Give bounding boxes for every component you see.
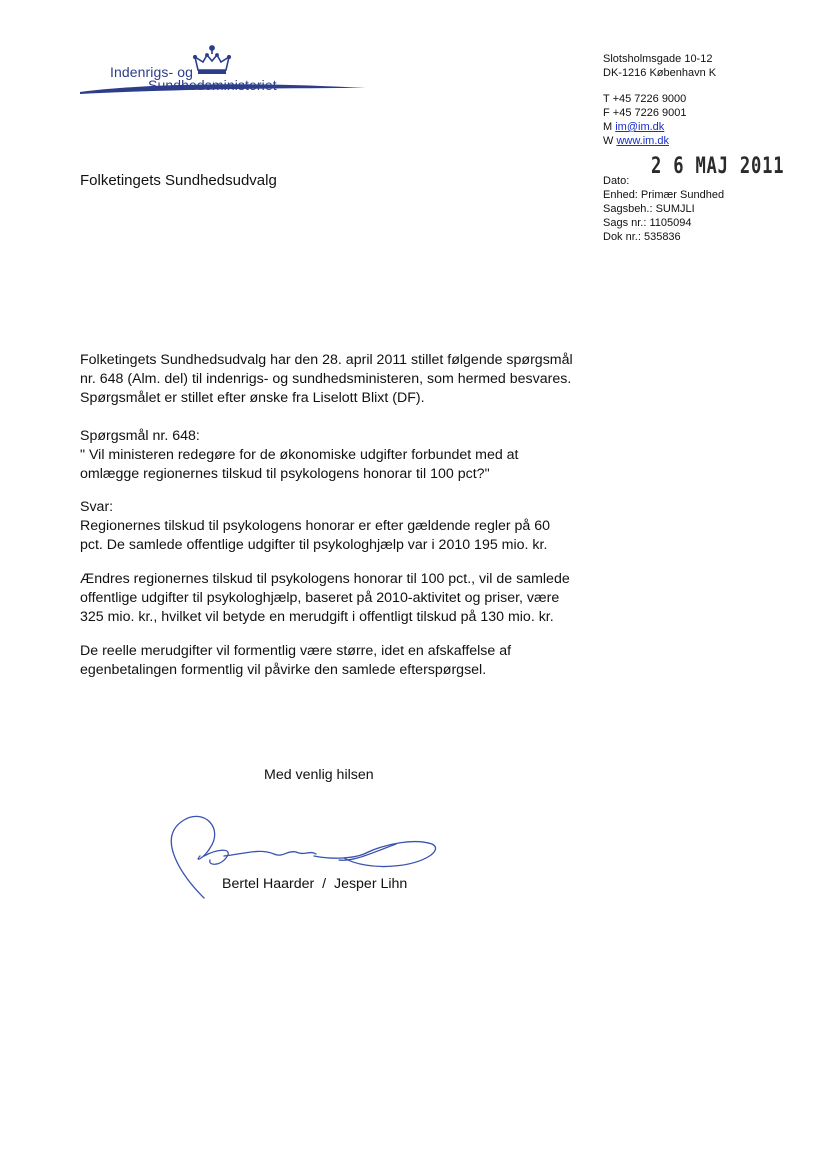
signer-names: Bertel Haarder / Jesper Lihn [222, 876, 408, 892]
answer-heading: Svar: [80, 499, 114, 515]
text-line: Ændres regionernes tilskud til psykologens honorar til 100 pct., vil de samlede [80, 571, 570, 587]
case-number: Sags nr.: 1105094 [603, 217, 692, 229]
caseworker: Sagsbeh.: SUMJLI [603, 203, 695, 215]
address-city: DK-1216 København K [603, 67, 717, 79]
recipient: Folketingets Sundhedsudvalg [80, 172, 277, 189]
web-prefix: W [603, 135, 614, 147]
text-line: " Vil ministeren redegøre for de økonomiske udgifter forbundet med at [80, 447, 519, 463]
email-link[interactable]: im@im.dk [615, 121, 665, 133]
document-number: Dok nr.: 535836 [603, 231, 681, 243]
signature-scribble [164, 808, 444, 908]
phone-number: T +45 7226 9000 [603, 93, 687, 105]
address-street: Slotsholmsgade 10-12 [603, 53, 713, 65]
answer-paragraph-2 [80, 570, 600, 627]
sender-contact [603, 92, 687, 148]
closing-greeting: Med venlig hilsen [264, 767, 374, 783]
text-line: omlægge regionernes tilskud til psykologens honorar til 100 pct?" [80, 466, 490, 482]
question-heading: Spørgsmål nr. 648: [80, 428, 200, 444]
reference-block [603, 154, 785, 244]
sender-address [603, 52, 716, 80]
date-stamp: 2 6 MAJ 2011 [651, 154, 785, 179]
text-line: Spørgsmålet er stillet efter ønske fra Liselott Blixt (DF). [80, 390, 425, 406]
text-line: offentlige udgifter til psykologhjælp, baseret på 2010-aktivitet og priser, være [80, 590, 560, 606]
answer-paragraph-3 [80, 642, 600, 680]
web-row [603, 134, 687, 148]
email-prefix: M [603, 121, 613, 133]
text-line: Folketingets Sundhedsudvalg har den 28. april 2011 stillet følgende spørgsmål [80, 352, 573, 368]
web-link[interactable]: www.im.dk [616, 135, 670, 147]
crown-icon [193, 46, 230, 74]
text-line: Regionernes tilskud til psykologens honorar er efter gældende regler på 60 [80, 518, 551, 534]
question-section [80, 427, 600, 484]
email-row [603, 120, 687, 134]
ministry-logo [78, 44, 368, 100]
text-line: egenbetalingen formentlig vil påvirke den samlede efterspørgsel. [80, 662, 487, 678]
ministry-name-line2: Sundhedsministeriet [148, 77, 277, 93]
signature [164, 808, 444, 908]
text-line: nr. 648 (Alm. del) til indenrigs- og sundhedsministeren, som hermed besvares. [80, 371, 572, 387]
text-line: 325 mio. kr., hvilket vil betyde en merudgift i offentligt tilskud på 130 mio. kr. [80, 609, 554, 625]
fax-number: F +45 7226 9001 [603, 107, 687, 119]
text-line: pct. De samlede offentlige udgifter til psykologhjælp var i 2010 195 mio. kr. [80, 537, 548, 553]
date-label: Dato: [603, 175, 630, 187]
ministry-name-line1: Indenrigs- og [110, 64, 194, 80]
text-line: De reelle merudgifter vil formentlig være større, idet en afskaffelse af [80, 643, 512, 659]
unit: Enhed: Primær Sundhed [603, 189, 725, 201]
intro-paragraph [80, 351, 600, 408]
answer-section [80, 498, 600, 555]
date-row [603, 154, 785, 188]
